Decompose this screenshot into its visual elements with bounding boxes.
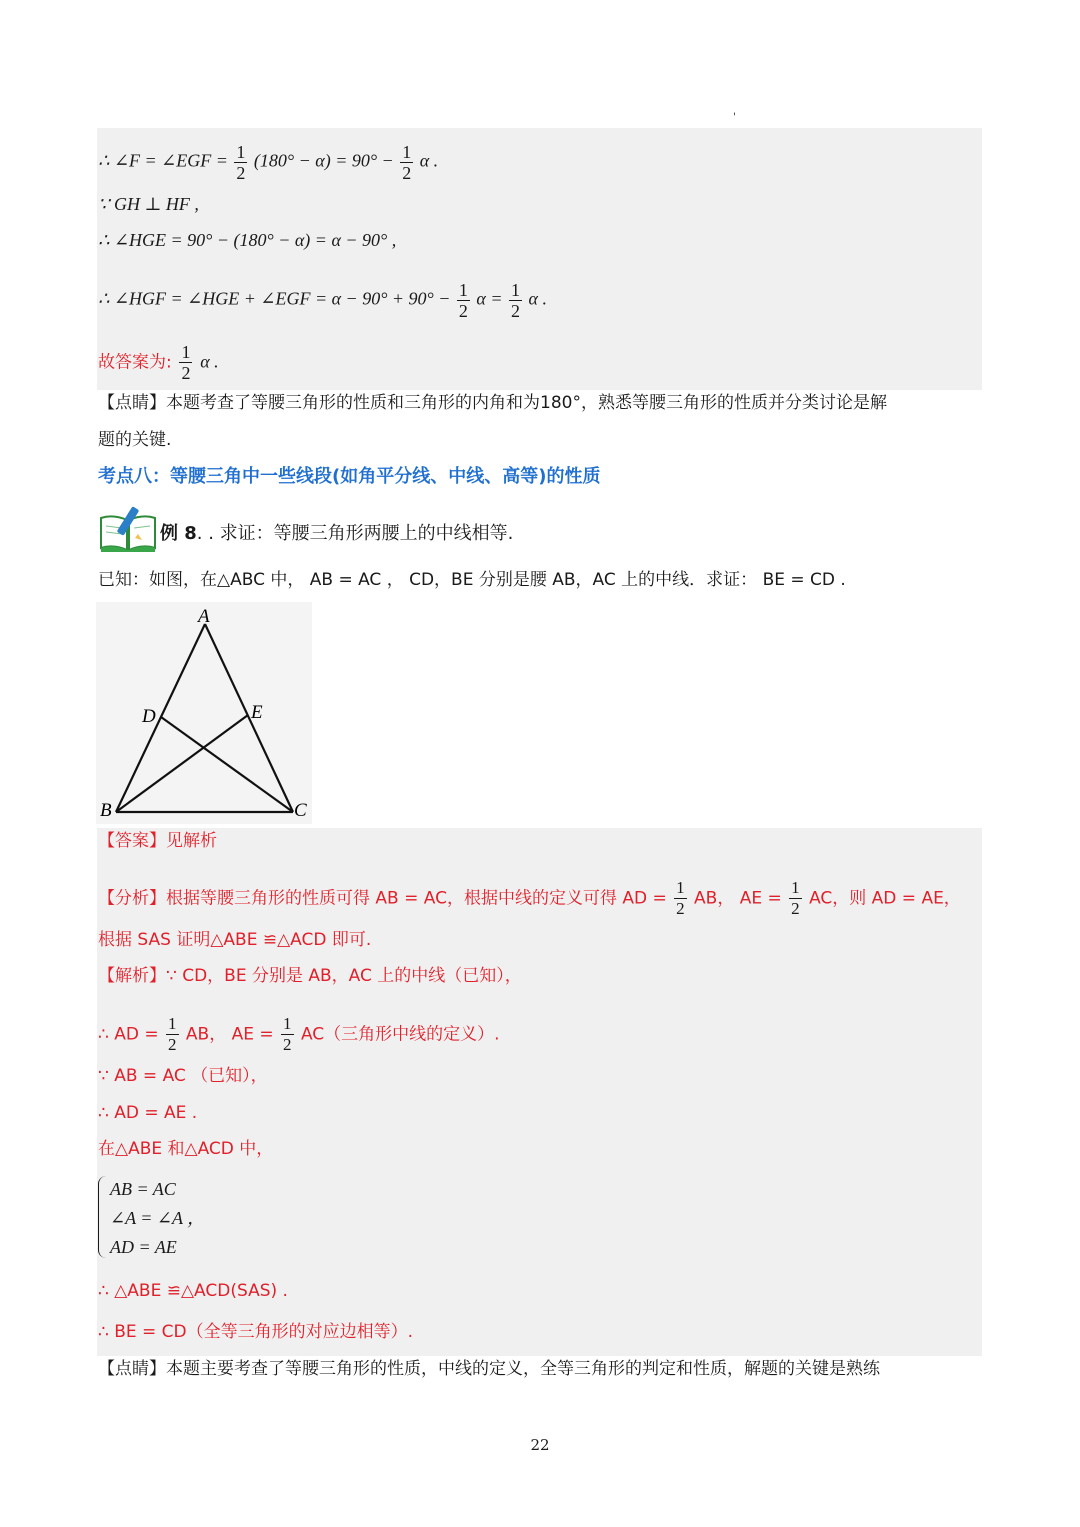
- label-d: D: [142, 706, 156, 727]
- answer-line-1: 故答案为: $\frac{1}{2}$ α .: [98, 342, 219, 383]
- answer-line-2: 【答案】见解析: [98, 831, 217, 851]
- comment-2: 【点睛】本题主要考查了等腰三角形的性质，中线的定义，全等三角形的判定和性质，解题的关键是熟练: [98, 1359, 880, 1379]
- book-pencil-icon: [98, 504, 158, 554]
- section-title: 考点八：等腰三角中一些线段(如角平分线、中线、高等)的性质: [98, 466, 601, 487]
- label-a: A: [198, 606, 210, 627]
- solution-2-line-3: ∵ AB = AC （已知），: [98, 1066, 268, 1086]
- solution-2-line-6: ∴ △ABE ≌△ACD(SAS) .: [98, 1281, 288, 1301]
- equation-system-brace: [98, 1176, 107, 1258]
- analysis-line-1: 【分析】根据等腰三角形的性质可得 AB = AC，根据中线的定义可得 AD = $\frac{1}{2}$ AB， AE = $\frac{1}{2}$ AC，则 AD = AE，: [98, 878, 961, 918]
- solution-line-3: ∴ ∠HGE = 90° − (180° − α) = α − 90° ,: [98, 230, 397, 250]
- example-header: 例 8. . 求证：等腰三角形两腰上的中线相等.: [160, 523, 514, 544]
- system-line-2: ∠A = ∠A ，: [110, 1208, 206, 1228]
- solution-line-2: ∵ GH ⊥ HF ,: [98, 194, 199, 214]
- system-line-1: AB = AC: [110, 1179, 176, 1199]
- label-b: B: [100, 800, 112, 821]
- page-number: 22: [530, 1436, 550, 1454]
- analysis-line-2: 根据 SAS 证明△ABE ≌△ACD 即可.: [98, 930, 372, 950]
- solution-line-1: ∴ ∠F = ∠EGF = $\frac{1}{2}$ (180° − α) = 90° − $\frac{1}{2}$ α .: [98, 142, 439, 183]
- known-statement: 已知：如图，在△ABC 中， AB = AC ， CD，BE 分别是腰 AB，AC 上的中线．求证： BE = CD .: [98, 570, 846, 590]
- solution-2-line-4: ∴ AD = AE .: [98, 1103, 198, 1123]
- solution-2-line-1: 【解析】∵ CD，BE 分别是 AB，AC 上的中线（已知），: [98, 966, 522, 986]
- solution-line-4: ∴ ∠HGF = ∠HGE + ∠EGF = α − 90° + 90° − $\frac{1}{2}$ α = $\frac{1}{2}$ α .: [98, 280, 547, 321]
- triangle-figure: [96, 602, 312, 824]
- comment-1-line-2: 题的关键.: [98, 430, 172, 450]
- solution-2-line-5: 在△ABE 和△ACD 中，: [98, 1139, 274, 1159]
- solution-2-line-2: ∴ AD = $\frac{1}{2}$ AB， AE = $\frac{1}{2}$ AC（三角形中线的定义）.: [98, 1014, 500, 1054]
- comment-1-line-1: 【点睛】本题考查了等腰三角形的性质和三角形的内角和为180°，熟悉等腰三角形的性质并分类讨论是解: [98, 393, 887, 413]
- system-line-3: AD = AE: [110, 1237, 177, 1257]
- label-c: C: [294, 800, 307, 821]
- label-e: E: [251, 702, 263, 723]
- top-mark: ': [733, 112, 736, 123]
- solution-2-line-7: ∴ BE = CD（全等三角形的对应边相等）.: [98, 1322, 414, 1342]
